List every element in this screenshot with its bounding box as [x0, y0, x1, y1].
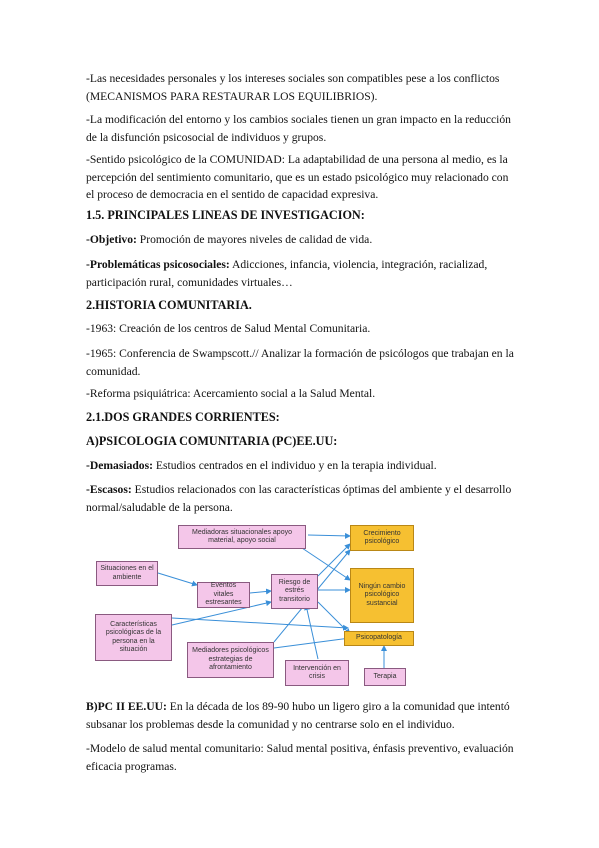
arrow-intervencion-riesgo — [306, 605, 318, 659]
paragraph-pc-ii — [86, 698, 518, 733]
heading-historia-comunitaria: 2.HISTORIA COMUNITARIA. — [86, 298, 252, 312]
objetivo-label: -Objetivo: — [86, 233, 137, 246]
box-terapia: Terapia — [364, 668, 406, 686]
box-psicopatologia: Psicopatología — [344, 631, 414, 646]
box-situaciones-ambiente: Situaciones en el ambiente — [96, 561, 158, 586]
arrow-mediadoras-crecimiento — [308, 535, 350, 536]
heading-psicologia-comunitaria: A)PSICOLOGIA COMUNITARIA (PC)EE.UU: — [86, 434, 338, 448]
paragraph-reforma: -Reforma psiquiátrica: Acercamiento social a la Salud Mental. — [86, 387, 376, 400]
paragraph-1965: -1965: Conferencia de Swampscott.// Analizar la formación de psicólogos que trabajan en la comunidad. — [86, 347, 514, 378]
demasiados-text: Estudios centrados en el individuo y en la terapia individual. — [152, 459, 437, 472]
paragraph-escasos — [86, 481, 518, 516]
arrow-riesgo-psicopatologia — [318, 602, 350, 634]
paragraph-modelo: -Modelo de salud mental comunitario: Salud mental positiva, énfasis preventivo, evaluación eficacia programas. — [86, 742, 514, 773]
flow-diagram — [86, 520, 420, 692]
box-caracteristicas-psicologicas: Características psicológicas de la persona en la situación — [95, 614, 172, 661]
pc-ii-label: B)PC II EE.UU: — [86, 700, 167, 713]
paragraph-1963: -1963: Creación de los centros de Salud Mental Comunitaria. — [86, 322, 371, 335]
paragraph-demasiados — [86, 457, 518, 475]
pc-ii-text: En la década de los 89-90 hubo un ligero giro a la comunidad que intentó subsanar los problemas desde la comunidad y no centrarse solo en el individuo. — [86, 700, 510, 731]
paragraph-entorno: -La modificación del entorno y los cambios sociales tienen un gran impacto en la reducción de la disfunción psicosocial de individuos y grupos. — [86, 113, 511, 144]
objetivo-text: Promoción de mayores niveles de calidad de vida. — [136, 233, 373, 246]
escasos-label: -Escasos: — [86, 483, 132, 496]
box-riesgo-estres: Riesgo de estrés transitorio — [271, 574, 318, 609]
paragraph-comunidad: -Sentido psicológico de la COMUNIDAD: La adaptabilidad de una persona al medio, es la percepción del sentimiento comunitario, que es un estado psicológico muy relacionado con el proceso de democracia en el sentido de capacidad expresiva. — [86, 153, 509, 201]
box-mediadores-psicologicos: Mediadores psicológicos estrategias de afrontamiento — [187, 642, 274, 678]
problematicas-label: -Problemáticas psicosociales: — [86, 258, 230, 271]
paragraph-equilibrios: -Las necesidades personales y los intereses sociales son compatibles pese a los conflictos (MECANISMOS PARA RESTAURAR LOS EQUILIBRIOS). — [86, 72, 500, 103]
box-ningun-cambio: Ningún cambio psicológico sustancial — [350, 568, 414, 623]
box-crecimiento-psicologico: Crecimiento psicológico — [350, 525, 414, 551]
arrow-caracteristicas-ningun — [172, 618, 348, 628]
arrow-riesgo-crecimiento — [318, 544, 350, 576]
paragraph-problematicas — [86, 256, 518, 291]
arrow-mediadores-psicopatologia — [274, 638, 350, 648]
arrow-eventos-riesgo — [250, 591, 271, 593]
arrow-situaciones-eventos — [158, 573, 197, 585]
box-eventos-vitales: Eventos vitales estresantes — [197, 582, 250, 608]
paragraph-objetivo — [86, 231, 518, 249]
box-mediadoras-situacionales: Mediadoras situacionales apoyo material, apoyo social — [178, 525, 306, 549]
heading-dos-corrientes: 2.1.DOS GRANDES CORRIENTES: — [86, 410, 280, 424]
heading-lineas-investigacion: 1.5. PRINCIPALES LINEAS DE INVESTIGACION: — [86, 208, 365, 222]
demasiados-label: -Demasiados: — [86, 459, 153, 472]
problematicas-text: Adicciones, infancia, violencia, integración, racializad, participación rural, comunidades virtuales… — [86, 258, 488, 289]
escasos-text: Estudios relacionados con las características óptimas del ambiente y el desarrollo normal/saludable de la persona. — [86, 483, 512, 514]
box-intervencion-crisis: Intervención en crisis — [285, 660, 349, 686]
